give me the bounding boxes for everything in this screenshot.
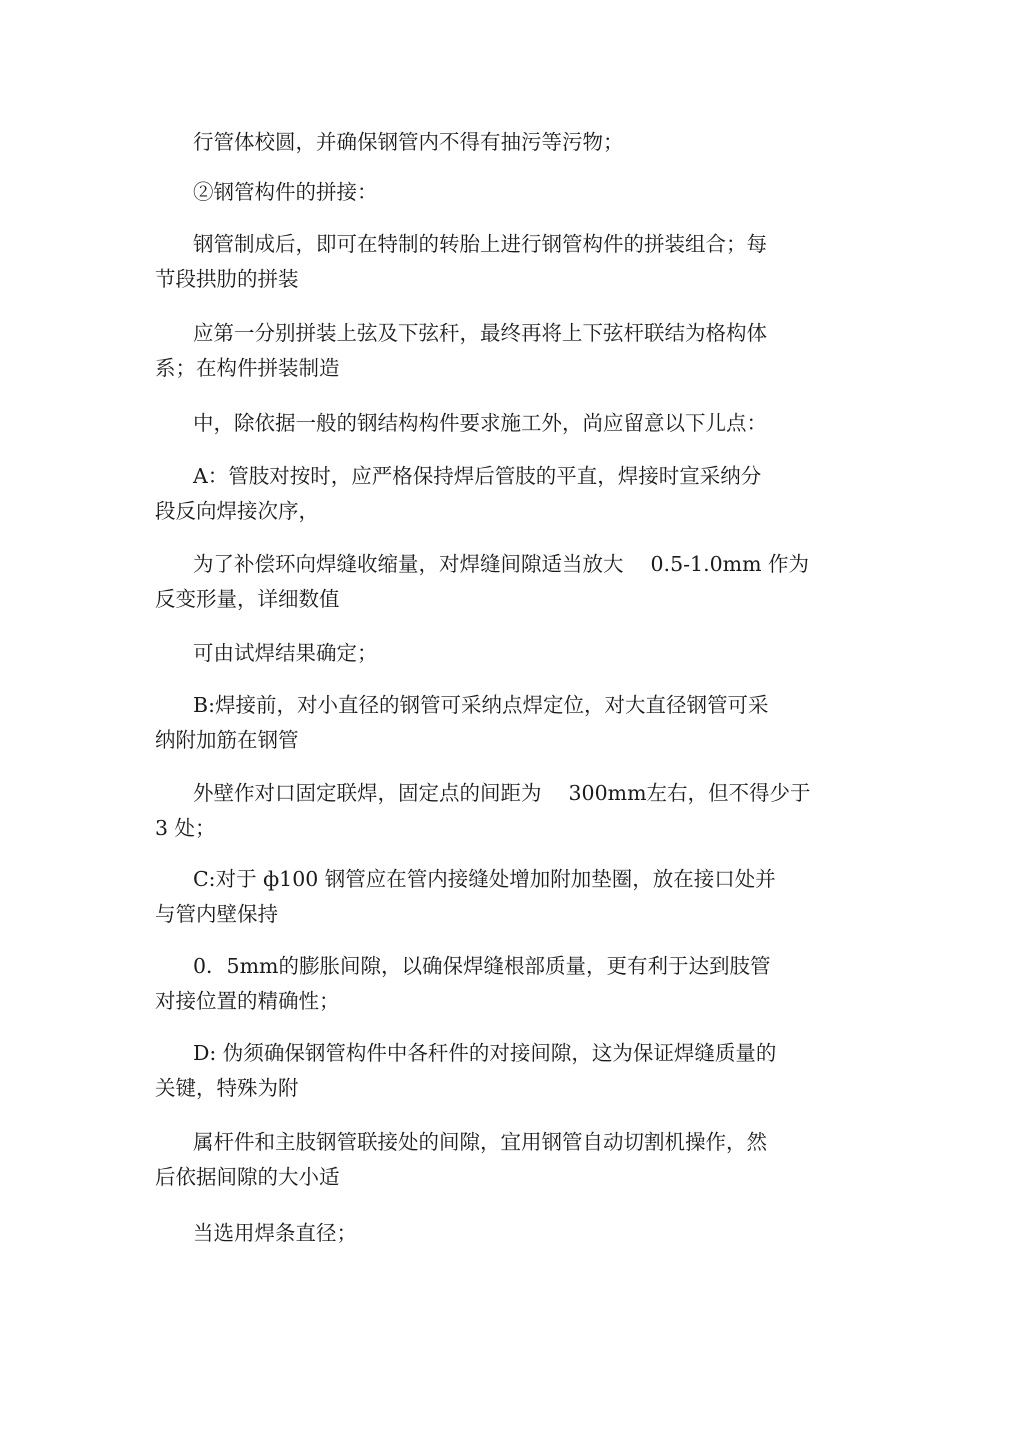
text-line: 关键，特殊为附 [155, 1076, 299, 1100]
text-line: 外壁作对口固定联焊，固定点的间距为 300mm左右，但不得少于 [193, 781, 811, 805]
paragraph-6 [155, 459, 875, 529]
paragraph-11 [155, 862, 875, 932]
text-line: 可由试焊结果确定； [193, 641, 378, 665]
paragraph-5 [155, 406, 875, 441]
text-line: 系；在构件拼装制造 [155, 356, 340, 380]
text-line: 行管体校圆，并确保钢管内不得有抽污等污物； [193, 130, 624, 154]
text-line: 属杆件和主肢钢管联接处的间隙，宜用钢管自动切割机操作，然 [193, 1130, 767, 1154]
text-line: C:对于 ф100 钢管应在管内接缝处增加附加垫圈，放在接口处并 [193, 867, 776, 891]
text-line: 与管内壁保持 [155, 902, 278, 926]
text-line: B:焊接前，对小直径的钢管可采纳点焊定位，对大直径钢管可采 [193, 693, 769, 717]
text-line: 节段拱肋的拼装 [155, 267, 299, 291]
text-line: A：管肢对按时，应严格保持焊后管肢的平直，焊接时宣采纳分 [193, 464, 762, 488]
paragraph-8 [155, 636, 875, 671]
text-line: 纳附加筋在钢管 [155, 728, 299, 752]
text-line: 为了补偿环向焊缝收缩量，对焊缝间隙适当放大 0.5-1.0mm 作为 [193, 552, 810, 576]
paragraph-10 [155, 776, 875, 846]
text-line: 对接位置的精确性； [155, 989, 340, 1013]
text-line: 钢管制成后，即可在特制的转胎上进行钢管构件的拼装组合；每 [193, 232, 767, 256]
paragraph-1 [155, 125, 875, 160]
text-line: 应第一分别拼装上弦及下弦秆，最终再将上下弦杆联结为格构体 [193, 321, 767, 345]
text-line: 段反向焊接次序， [155, 499, 319, 523]
text-line: 反变形量，详细数值 [155, 587, 340, 611]
text-line: D: 伪须确保钢管构件中各秆件的对接间隙，这为保证焊缝质量的 [193, 1041, 777, 1065]
text-line: 0．5mm的膨胀间隙，以确保焊缝根部质量，更有利于达到肢管 [193, 954, 771, 978]
paragraph-14 [155, 1125, 875, 1195]
paragraph-4 [155, 316, 875, 386]
paragraph-12 [155, 949, 875, 1019]
text-line: ②钢管构件的拼接： [193, 180, 378, 204]
text-line: 3 处； [155, 816, 216, 840]
paragraph-13 [155, 1036, 875, 1106]
paragraph-3 [155, 227, 875, 297]
paragraph-7 [155, 547, 875, 617]
text-line: 当选用焊条直径； [193, 1221, 357, 1245]
paragraph-2 [155, 175, 875, 210]
paragraph-15 [155, 1216, 875, 1251]
paragraph-9 [155, 688, 875, 758]
text-line: 后依据间隙的大小适 [155, 1165, 340, 1189]
text-line: 中，除依据一般的钢结构构件要求施工外，尚应留意以下儿点： [193, 411, 767, 435]
